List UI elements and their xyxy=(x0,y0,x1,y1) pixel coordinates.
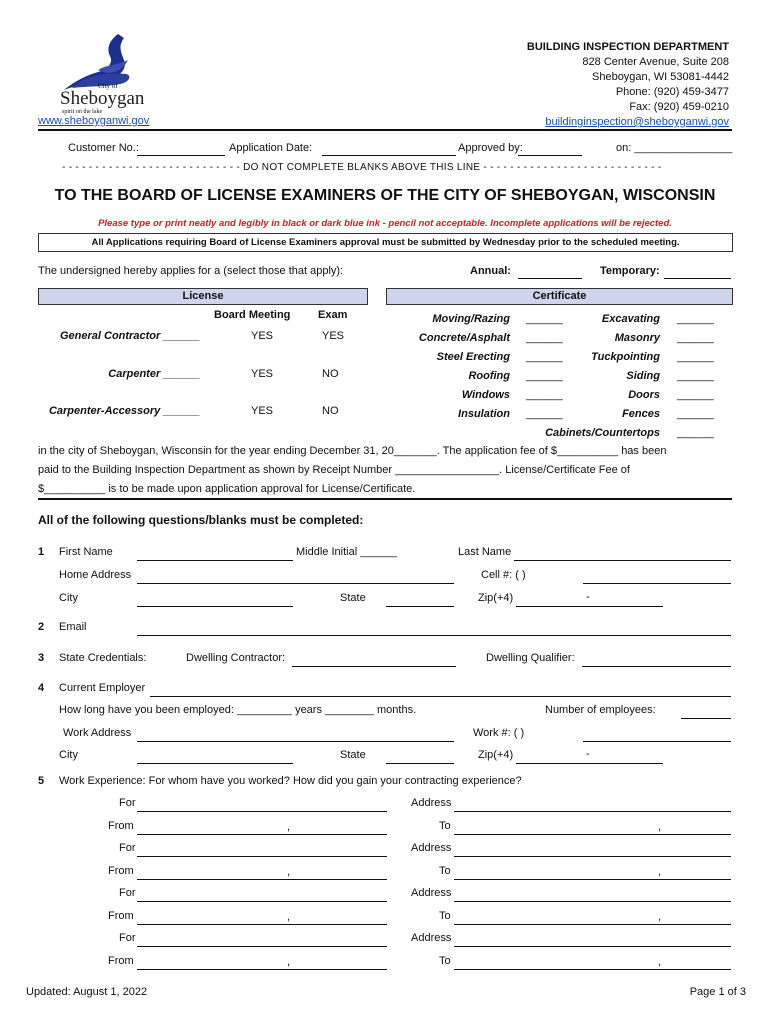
certificate-header-label: Certificate xyxy=(532,290,587,302)
exp-from-comma: , xyxy=(287,956,291,968)
temporary-label: Temporary: xyxy=(600,265,660,277)
license-carpenter-accessory[interactable]: Carpenter-Accessory ______ xyxy=(48,405,200,417)
exp-for-field[interactable] xyxy=(137,811,387,812)
exp-address-field[interactable] xyxy=(454,811,731,812)
annual-field[interactable] xyxy=(518,278,582,279)
questions-heading: All of the following questions/blanks must be completed: xyxy=(38,513,364,527)
exp-for-label: For xyxy=(119,932,136,944)
exp-from-field[interactable] xyxy=(137,879,387,880)
work-city-label: City xyxy=(59,749,78,761)
customer-no-label: Customer No.: xyxy=(68,142,139,154)
state-field[interactable] xyxy=(386,606,454,607)
certificate-right-list xyxy=(545,310,660,443)
cert-blank[interactable]: ______ xyxy=(677,389,714,401)
work-address-label: Work Address xyxy=(63,727,132,739)
employment-duration-field[interactable]: How long have you been employed: _________ years ________ months. xyxy=(59,704,417,716)
dwelling-qualifier-field[interactable] xyxy=(582,666,731,667)
exp-to-comma: , xyxy=(658,821,662,833)
certificate-header xyxy=(386,288,733,305)
exp-address-label: Address xyxy=(411,887,452,899)
dwelling-contractor-field[interactable] xyxy=(292,666,456,667)
license-general-contractor[interactable]: General Contractor ______ xyxy=(59,330,200,342)
cert-blank[interactable]: ______ xyxy=(677,313,714,325)
cert-roofing: Roofing xyxy=(468,370,510,382)
license-header xyxy=(38,288,368,305)
state-credentials-label: State Credentials: xyxy=(59,652,147,664)
exp-address-field[interactable] xyxy=(454,946,731,947)
logo-tagline: spirit on the lake xyxy=(62,109,103,115)
board-notice-box xyxy=(38,233,733,252)
cert-blank[interactable]: ______ xyxy=(526,408,563,420)
exp-from-label: From xyxy=(108,910,134,922)
cert-blank[interactable]: ______ xyxy=(677,408,714,420)
exp-from-field[interactable] xyxy=(137,834,387,835)
last-name-label: Last Name xyxy=(458,546,512,558)
city-logo xyxy=(58,30,158,120)
cert-excavating: Excavating xyxy=(601,313,660,325)
exp-from-label: From xyxy=(108,820,134,832)
dept-address-1: 828 Center Avenue, Suite 208 xyxy=(582,56,729,68)
annual-label: Annual: xyxy=(470,265,511,277)
certificate-left-list xyxy=(419,310,510,424)
exp-for-label: For xyxy=(119,887,136,899)
dept-email-link[interactable]: buildinginspection@sheboyganwi.gov xyxy=(545,116,729,128)
exp-from-comma: , xyxy=(287,821,291,833)
home-address-field[interactable] xyxy=(137,583,454,584)
email-field[interactable] xyxy=(137,635,731,636)
cert-blank[interactable]: ______ xyxy=(677,370,714,382)
q5-number: 5 xyxy=(38,775,45,787)
exp-address-label: Address xyxy=(411,842,452,854)
exp-to-comma: , xyxy=(658,911,662,923)
exp-to-field[interactable] xyxy=(454,834,731,835)
carpenter-accessory-board: YES xyxy=(251,405,274,417)
city-label: City xyxy=(59,592,78,604)
exp-to-label: To xyxy=(439,820,451,832)
applies-text: The undersigned hereby applies for a (select those that apply): xyxy=(38,265,344,277)
application-date-label: Application Date: xyxy=(229,142,313,154)
carpenter-accessory-exam: NO xyxy=(322,405,339,417)
exp-to-field[interactable] xyxy=(454,879,731,880)
general-contractor-exam: YES xyxy=(322,330,345,342)
dept-phone: Phone: (920) 459-3477 xyxy=(615,86,729,98)
exp-to-label: To xyxy=(439,910,451,922)
exp-for-label: For xyxy=(119,842,136,854)
approved-by-field[interactable] xyxy=(518,155,582,156)
logo-name: Sheboygan xyxy=(60,88,145,109)
first-name-field[interactable] xyxy=(137,560,293,561)
work-phone-field[interactable] xyxy=(583,741,731,742)
exp-to-field[interactable] xyxy=(454,969,731,970)
exp-to-field[interactable] xyxy=(454,924,731,925)
cert-tuckpointing: Tuckpointing xyxy=(591,351,660,363)
page-number: Page 1 of 3 xyxy=(689,986,746,998)
exp-address-field[interactable] xyxy=(454,856,731,857)
cert-blank[interactable]: ______ xyxy=(526,370,563,382)
exp-address-field[interactable] xyxy=(454,901,731,902)
dwelling-contractor-label: Dwelling Contractor: xyxy=(186,652,286,664)
exp-for-field[interactable] xyxy=(137,946,387,947)
last-name-field[interactable] xyxy=(514,560,731,561)
approved-on-field[interactable]: on: ________________ xyxy=(616,142,733,154)
state-label: State xyxy=(340,592,366,604)
exp-to-comma: , xyxy=(658,866,662,878)
general-contractor-board: YES xyxy=(251,330,274,342)
cert-concrete-asphalt: Concrete/Asphalt xyxy=(418,332,510,344)
cert-insulation: Insulation xyxy=(458,408,510,420)
cert-blank[interactable]: ______ xyxy=(526,332,563,344)
section-divider xyxy=(38,498,732,500)
zip-dash: - xyxy=(586,591,590,603)
first-name-label: First Name xyxy=(59,546,113,558)
cert-doors: Doors xyxy=(628,389,660,401)
header-divider xyxy=(38,129,732,131)
cert-moving-razing: Moving/Razing xyxy=(432,313,510,325)
work-address-field[interactable] xyxy=(137,741,454,742)
work-city-field[interactable] xyxy=(137,763,293,764)
q1-number: 1 xyxy=(38,546,45,558)
work-state-label: State xyxy=(340,749,366,761)
home-address-label: Home Address xyxy=(59,569,132,581)
exp-for-field[interactable] xyxy=(137,901,387,902)
license-carpenter[interactable]: Carpenter ______ xyxy=(108,368,200,380)
current-employer-label: Current Employer xyxy=(59,682,146,694)
cert-blank[interactable]: ______ xyxy=(677,427,714,439)
zip-field[interactable] xyxy=(516,606,663,607)
ink-instruction: Please type or print neatly and legibly in black or dark blue ink - pencil not acceptable. Incomplete applications will be rejected. xyxy=(98,218,672,229)
exp-from-field[interactable] xyxy=(137,969,387,970)
exp-for-field[interactable] xyxy=(137,856,387,857)
logo-city-of: City of xyxy=(98,82,118,90)
current-employer-field[interactable] xyxy=(150,696,731,697)
num-employees-field[interactable] xyxy=(681,718,731,719)
cert-cabinets-countertops: Cabinets/Countertops xyxy=(545,427,660,439)
exp-to-label: To xyxy=(439,955,451,967)
board-meeting-col: Board Meeting xyxy=(214,309,291,321)
exp-address-label: Address xyxy=(411,932,452,944)
cert-blank[interactable]: ______ xyxy=(677,332,714,344)
board-notice: All Applications requiring Board of License Examiners approval must be submitted by Wednesday prior to the scheduled meeting. xyxy=(91,237,680,248)
carpenter-exam: NO xyxy=(322,368,339,380)
fee-paragraph xyxy=(38,442,666,499)
work-zip-field[interactable] xyxy=(516,763,663,764)
cert-blank[interactable]: ______ xyxy=(526,351,563,363)
temporary-field[interactable] xyxy=(664,278,731,279)
cert-blank[interactable]: ______ xyxy=(526,389,563,401)
dept-address-2: Sheboygan, WI 53081-4442 xyxy=(592,71,729,83)
cert-blank[interactable]: ______ xyxy=(526,313,563,325)
q4-number: 4 xyxy=(38,682,45,694)
exp-from-comma: , xyxy=(287,911,291,923)
cert-siding: Siding xyxy=(626,370,660,382)
city-field[interactable] xyxy=(137,606,293,607)
fee-line-2: paid to the Building Inspection Department as shown by Receipt Number _________________. License/Certificate Fee of xyxy=(38,464,630,476)
exp-from-label: From xyxy=(108,865,134,877)
dept-fax: Fax: (920) 459-0210 xyxy=(629,101,729,113)
work-phone-label: Work #: ( ) xyxy=(473,727,525,739)
dept-name: BUILDING INSPECTION DEPARTMENT xyxy=(526,41,729,53)
exp-for-label: For xyxy=(119,797,136,809)
work-experience-question: Work Experience: For whom have you worked? How did you gain your contracting experience? xyxy=(59,775,522,787)
cert-steel-erecting: Steel Erecting xyxy=(436,351,510,363)
exp-from-comma: , xyxy=(287,866,291,878)
carpenter-board: YES xyxy=(251,368,274,380)
exam-col: Exam xyxy=(318,309,348,321)
zip-label: Zip(+4) xyxy=(478,592,514,604)
cert-masonry: Masonry xyxy=(614,332,660,344)
email-label: Email xyxy=(59,621,87,633)
form-title: TO THE BOARD OF LICENSE EXAMINERS OF THE CITY OF SHEBOYGAN, WISCONSIN xyxy=(54,187,716,204)
cert-fences: Fences xyxy=(622,408,660,420)
q2-number: 2 xyxy=(38,621,45,633)
fee-line-3: $__________ is to be made upon application approval for License/Certificate. xyxy=(38,483,416,495)
middle-initial-field[interactable]: Middle Initial ______ xyxy=(296,546,397,558)
work-state-field[interactable] xyxy=(386,763,454,764)
dwelling-qualifier-label: Dwelling Qualifier: xyxy=(486,652,575,664)
license-header-label: License xyxy=(182,290,224,302)
application-date-field[interactable] xyxy=(322,155,456,156)
work-zip-label: Zip(+4) xyxy=(478,749,514,761)
exp-from-label: From xyxy=(108,955,134,967)
exp-from-field[interactable] xyxy=(137,924,387,925)
fee-line-1: in the city of Sheboygan, Wisconsin for the year ending December 31, 20_______. The application fee of $__________ has been xyxy=(38,445,667,457)
do-not-complete-notice: - - - - - - - - - - - - - - - - - - - - - - - - - - - DO NOT COMPLETE BLANKS ABOVE THIS LINE - - - - - - - - - - - - - - - - - - - - - - - - - - - xyxy=(62,162,662,173)
exp-to-label: To xyxy=(439,865,451,877)
num-employees-label: Number of employees: xyxy=(545,704,656,716)
exp-to-comma: , xyxy=(658,956,662,968)
customer-no-field[interactable] xyxy=(137,155,225,156)
q3-number: 3 xyxy=(38,652,45,664)
cell-field[interactable] xyxy=(583,583,731,584)
approved-by-label: Approved by: xyxy=(458,142,523,154)
work-zip-dash: - xyxy=(586,748,590,760)
cert-blank[interactable]: ______ xyxy=(677,351,714,363)
exp-address-label: Address xyxy=(411,797,452,809)
cert-windows: Windows xyxy=(461,389,510,401)
updated-date: Updated: August 1, 2022 xyxy=(26,986,148,998)
cell-label: Cell #: ( ) xyxy=(481,569,526,581)
website-link[interactable]: www.sheboyganwi.gov xyxy=(38,115,150,127)
certificate-right-blanks[interactable] xyxy=(677,310,714,443)
